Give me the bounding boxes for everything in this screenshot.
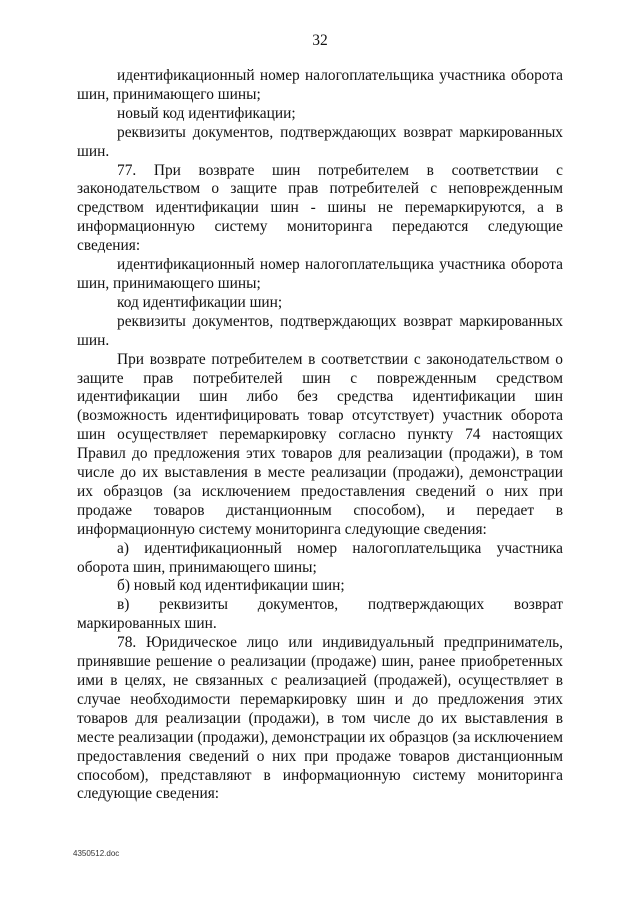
paragraph-7: реквизиты документов, подтверждающих возврат маркированных шин. bbox=[77, 312, 563, 349]
page-number: 32 bbox=[312, 32, 328, 49]
paragraph-8: При возврате потребителем в соответствии с законодательством о защите прав потребителей шин с поврежденным средством идентификации шин либо без средства идентификации шин (возможность идентифицировать товар отсутствует) участник оборота шин осуществляет перемаркировку согласно пункту 74 настоящих Правил до предложения этих товаров для реализации (продажи), в том числе до их выставления в месте реализации (продажи), демонстрации их образцов (за исключением предоставления сведений о них при продаже товаров дистанционным способом), и передает в информационную систему мониторинга следующие сведения: bbox=[77, 350, 563, 538]
paragraph-1: идентификационный номер налогоплательщика участника оборота шин, принимающего шины; bbox=[77, 67, 563, 103]
paragraph-5: идентификационный номер налогоплательщика участника оборота шин, принимающего шины; bbox=[77, 256, 563, 292]
paragraph-6: код идентификации шин; bbox=[117, 293, 283, 311]
document-body bbox=[77, 67, 563, 804]
paragraph-2: новый код идентификации; bbox=[117, 104, 296, 122]
paragraph-4-item-77: 77. При возврате шин потребителем в соответствии с законодательством о защите прав потребителей с неповрежденным средством идентификации шин - шины не перемаркируются, а в информационную систему мониторинга передаются следующие сведения: bbox=[77, 161, 563, 255]
footer-file-code: 4350512.doc bbox=[73, 849, 120, 858]
paragraph-12-item-78: 78. Юридическое лицо или индивидуальный предприниматель, принявшие решение о реализации (продаже) шин, ранее приобретенных ими в целях, не связанных с реализацией (продажей), осуществляет в случае необходимости перемаркировку шин и до предложения этих товаров для реализации (продажи), в том числе до их выставления в месте реализации (продажи), демонстрации их образцов (за исключением предоставления сведений о них при продаже товаров дистанционным способом), представляют в информационную систему мониторинга следующие сведения: bbox=[77, 634, 563, 803]
paragraph-3: реквизиты документов, подтверждающих возврат маркированных шин. bbox=[77, 123, 563, 160]
paragraph-11-item-c: в) реквизиты документов, подтверждающих возврат маркированных шин. bbox=[77, 596, 563, 633]
paragraph-9-item-a: а) идентификационный номер налогоплательщика участника оборота шин, принимающего шины; bbox=[77, 539, 563, 576]
paragraph-10-item-b: б) новый код идентификации шин; bbox=[117, 577, 345, 595]
